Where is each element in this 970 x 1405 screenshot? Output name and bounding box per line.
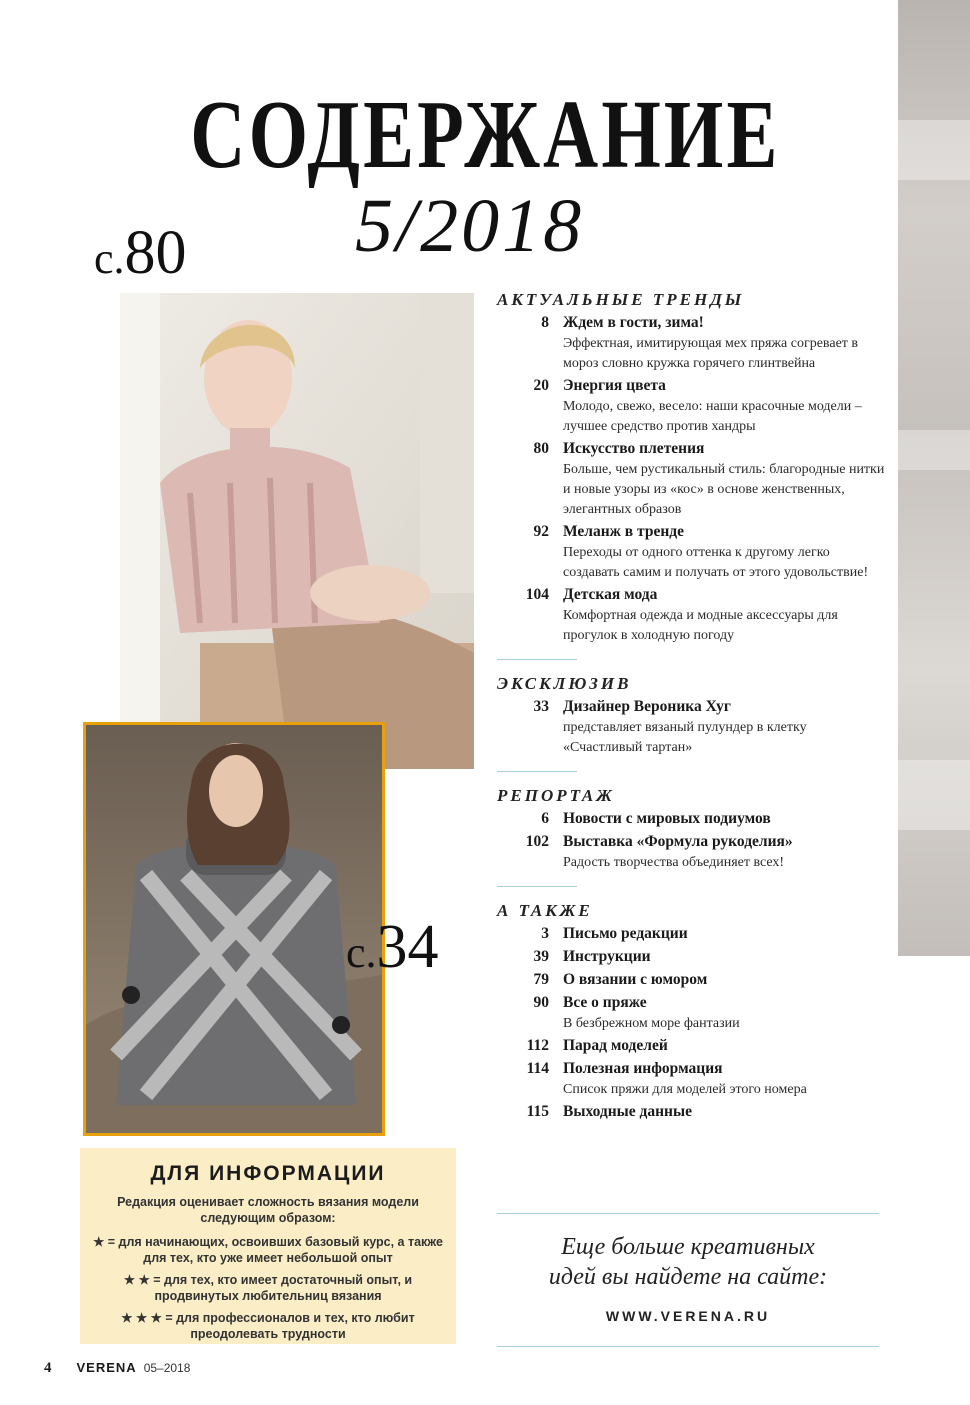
entry-title: Инструкции [563, 948, 651, 965]
entry-page: 112 [526, 1037, 549, 1054]
photo-grey-poncho [83, 722, 385, 1136]
entry-title: Меланж в тренде [563, 523, 684, 540]
entry-desc: Радость творчества объединяет всех! [563, 855, 785, 870]
entry-title: Новости с мировых подиумов [563, 810, 771, 827]
difficulty-row: ★ ★ = для тех, кто имеет достаточный опыт, и продвинутых любительниц вязания [123, 1273, 413, 1303]
page-footer [44, 1360, 190, 1377]
section-title: А ТАКЖЕ [497, 901, 593, 920]
difficulty-row: ★ ★ ★ = для профессионалов и тех, кто любит преодолевать трудности [121, 1311, 415, 1341]
entry-page: 104 [525, 586, 549, 603]
entry-title: Дизайнер Вероника Хуг [563, 698, 731, 715]
entry-desc: представляет вязаный пулундер в клетку «Счастливый тартан» [563, 720, 807, 755]
entry-page: 39 [533, 948, 549, 965]
website-link[interactable]: WWW.VERENA.RU [605, 1308, 771, 1324]
entry-page: 33 [533, 698, 549, 715]
section-title: АКТУАЛЬНЫЕ ТРЕНДЫ [497, 290, 745, 309]
photo-pink-sweater [120, 293, 474, 769]
web-bottom-divider [497, 1346, 879, 1347]
entry-title: Письмо редакции [563, 925, 688, 942]
info-box [80, 1148, 456, 1344]
toc-entry[interactable] [497, 695, 887, 758]
entry-desc: Эффектная, имитирующая мех пряжа согревает в мороз словно кружка горячего глинтвейна [563, 336, 859, 371]
section-title: ЭКСКЛЮЗИВ [497, 674, 632, 693]
web-top-divider [497, 1213, 879, 1214]
entry-page: 90 [533, 994, 549, 1011]
web-promo: Еще больше креативных идей вы найдете на сайте: [548, 1234, 828, 1290]
entry-title: Выставка «Формула рукоделия» [563, 833, 793, 850]
entry-desc: Список пряжи для моделей этого номера [563, 1082, 807, 1097]
table-of-contents [497, 289, 887, 1123]
toc-entry[interactable] [497, 830, 887, 873]
entry-title: Энергия цвета [563, 377, 666, 394]
toc-entry[interactable] [497, 437, 887, 520]
entry-title: Детская мода [563, 586, 658, 603]
page-number: 4 [44, 1360, 52, 1376]
entry-title: Все о пряже [563, 994, 647, 1011]
toc-entry[interactable] [497, 1100, 887, 1123]
toc-entry[interactable] [497, 991, 887, 1034]
entry-desc: Больше, чем рустикальный стиль: благородные нитки и новые узоры из «кос» в основе женственных, элегантных образов [563, 462, 885, 517]
toc-entry[interactable] [497, 311, 887, 374]
entry-desc: Переходы от одного оттенка к другому легко создавать самим и получать от этого удовольствие! [563, 545, 869, 580]
entry-page: 20 [533, 377, 549, 394]
toc-entry[interactable] [497, 1034, 887, 1057]
toc-entry[interactable] [497, 520, 887, 583]
toc-entry[interactable] [497, 583, 887, 646]
toc-entry[interactable] [497, 374, 887, 437]
entry-page: 79 [533, 971, 549, 988]
section-divider [497, 771, 577, 772]
section-divider [497, 659, 577, 660]
entry-desc: Молодо, свежо, весело: наши красочные модели – лучшее средство против хандры [563, 399, 862, 434]
toc-entry[interactable] [497, 1057, 887, 1100]
entry-page: 80 [533, 440, 549, 457]
page-ref-34: с.34 [346, 913, 439, 981]
issue-date: 05–2018 [143, 1361, 191, 1375]
entry-page: 102 [525, 833, 549, 850]
side-photo-strip [898, 0, 970, 956]
section-divider [497, 886, 577, 887]
entry-title: Ждем в гости, зима! [563, 314, 704, 331]
entry-title: Парад моделей [563, 1037, 668, 1054]
entry-page: 114 [526, 1060, 549, 1077]
entry-title: Выходные данные [563, 1103, 692, 1120]
toc-entry[interactable] [497, 922, 887, 945]
entry-desc: Комфортная одежда и модные аксессуары для прогулок в холодную погоду [563, 608, 838, 643]
entry-title: Полезная информация [563, 1060, 723, 1077]
entry-page: 115 [526, 1103, 549, 1120]
entry-page: 8 [541, 314, 549, 331]
page-ref-80: с.80 [94, 219, 187, 287]
entry-page: 92 [533, 523, 549, 540]
entry-page: 6 [541, 810, 549, 827]
info-intro: Редакция оценивает сложность вязания модели следующим образом: [117, 1195, 419, 1225]
difficulty-row: ★ = для начинающих, освоивших базовый курс, а также для тех, кто уже имеет небольшой опыт [93, 1235, 443, 1265]
issue-number: 5/2018 [355, 184, 585, 268]
toc-entry[interactable] [497, 807, 887, 830]
brand-name: VERENA [76, 1360, 137, 1375]
entry-title: Искусство плетения [563, 440, 705, 457]
toc-entry[interactable] [497, 968, 887, 991]
entry-title: О вязании с юмором [563, 971, 708, 988]
toc-entry[interactable] [497, 945, 887, 968]
page-title: СОДЕРЖАНИЕ [190, 81, 781, 189]
info-title: ДЛЯ ИНФОРМАЦИИ [150, 1162, 386, 1185]
entry-desc: В безбрежном море фантазии [563, 1016, 740, 1031]
section-title: РЕПОРТАЖ [497, 786, 615, 805]
entry-page: 3 [541, 925, 549, 942]
